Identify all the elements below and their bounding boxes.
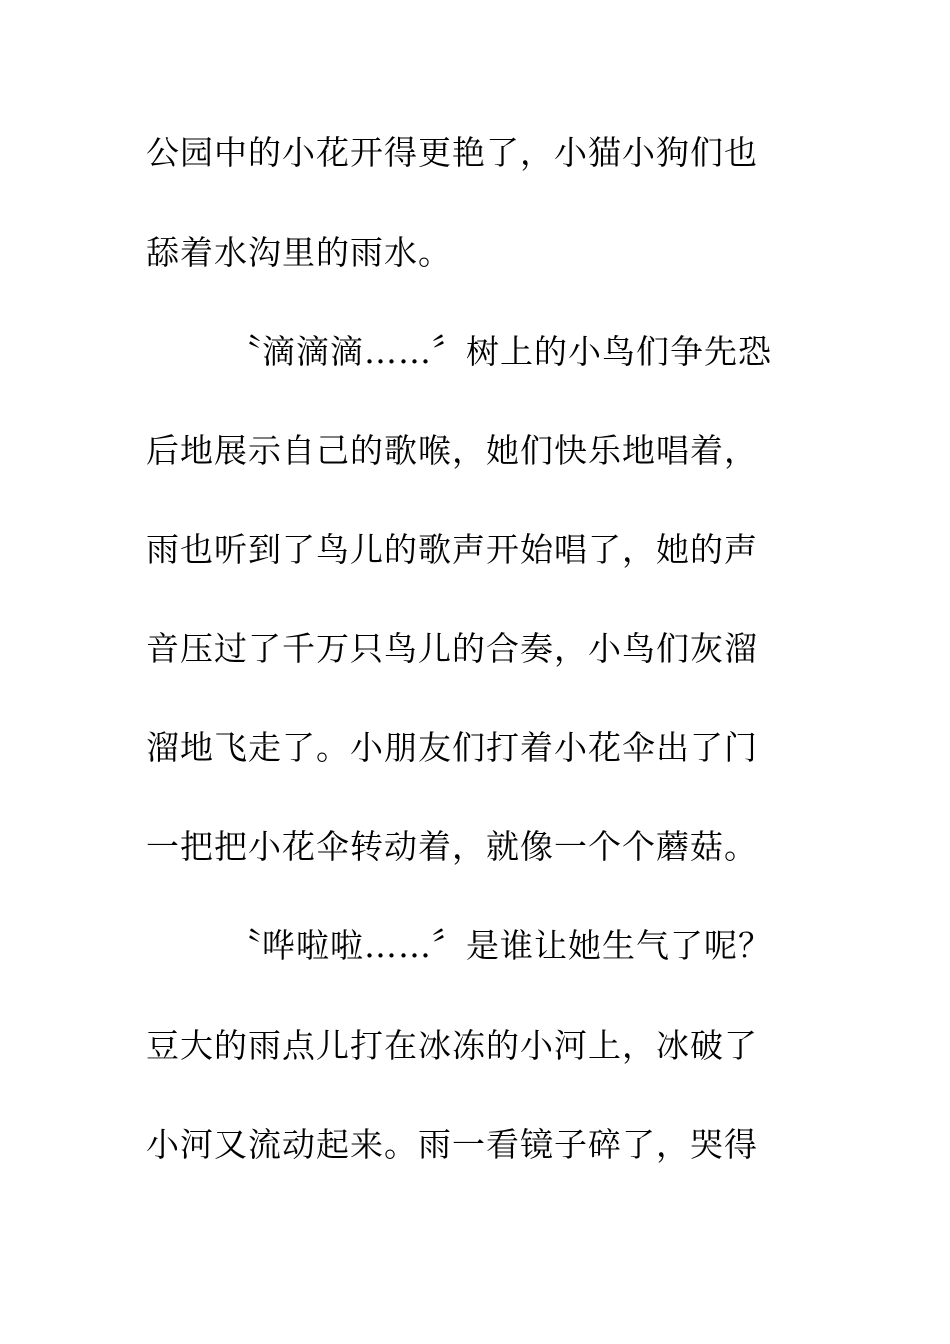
paragraph-start-line: 〝哗啦啦……〞是谁让她生气了呢？ [228,926,772,965]
text-line: 溜地飞走了。小朋友们打着小花伞出了门 [146,728,758,767]
paragraph-start-line: 〝滴滴滴……〞树上的小鸟们争先恐 [228,332,772,371]
text-line: 后地展示自己的歌喉，她们快乐地唱着， [146,431,758,470]
text-line: 小河又流动起来。雨一看镜子碎了，哭得 [146,1125,758,1164]
text-line: 豆大的雨点儿打在冰冻的小河上，冰破了 [146,1026,758,1065]
text-line: 雨也听到了鸟儿的歌声开始唱了，她的声 [146,530,758,569]
text-line: 舔着水沟里的雨水。 [146,233,452,272]
text-line: 一把把小花伞转动着，就像一个个蘑菇。 [146,827,758,866]
text-line: 公园中的小花开得更艳了，小猫小狗们也 [146,133,758,172]
text-line: 音压过了千万只鸟儿的合奏，小鸟们灰溜 [146,629,758,668]
